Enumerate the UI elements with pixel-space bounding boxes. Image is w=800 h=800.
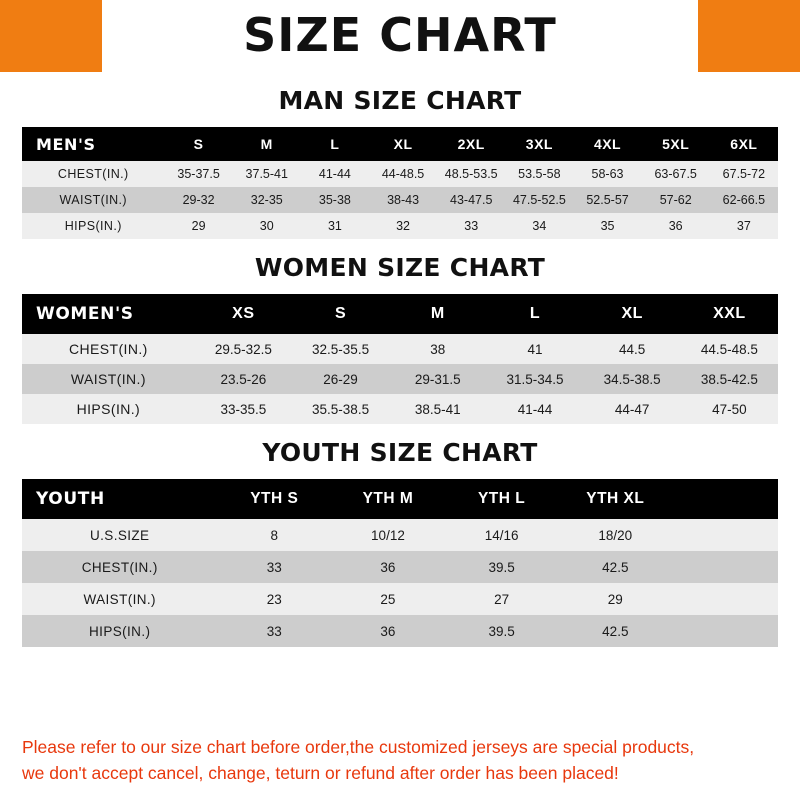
cell: 23.5-26 bbox=[195, 364, 292, 394]
table-man-size bbox=[22, 127, 778, 239]
header-banner bbox=[0, 0, 800, 72]
cell: 57-62 bbox=[642, 187, 710, 213]
cell: 39.5 bbox=[445, 551, 559, 583]
cell: 35-38 bbox=[301, 187, 369, 213]
table-row bbox=[22, 187, 778, 213]
table-row bbox=[22, 615, 778, 647]
row-label-us-size: U.S.SIZE bbox=[22, 519, 217, 551]
cell-spacer bbox=[672, 519, 778, 551]
cell: 38-43 bbox=[369, 187, 437, 213]
cell: 33-35.5 bbox=[195, 394, 292, 424]
header-cell-rowlabel: WOMEN'S bbox=[22, 294, 195, 334]
header-cell-l: L bbox=[301, 127, 369, 161]
cell: 44-48.5 bbox=[369, 161, 437, 187]
cell: 63-67.5 bbox=[642, 161, 710, 187]
cell: 58-63 bbox=[573, 161, 641, 187]
table-row bbox=[22, 583, 778, 615]
cell: 35-37.5 bbox=[165, 161, 233, 187]
cell: 26-29 bbox=[292, 364, 389, 394]
cell: 14/16 bbox=[445, 519, 559, 551]
table-row bbox=[22, 161, 778, 187]
table-header-row bbox=[22, 479, 778, 519]
cell: 34.5-38.5 bbox=[584, 364, 681, 394]
cell: 35.5-38.5 bbox=[292, 394, 389, 424]
header-cell-2xl: 2XL bbox=[437, 127, 505, 161]
header-cell-l: L bbox=[486, 294, 583, 334]
row-label-chest: CHEST(IN.) bbox=[22, 334, 195, 364]
header-cell-xs: XS bbox=[195, 294, 292, 334]
table-row bbox=[22, 519, 778, 551]
header-cell-m: M bbox=[389, 294, 486, 334]
cell: 36 bbox=[331, 615, 445, 647]
page-title: SIZE CHART bbox=[243, 8, 557, 62]
table-row bbox=[22, 551, 778, 583]
cell: 25 bbox=[331, 583, 445, 615]
section-women bbox=[22, 253, 778, 424]
row-label-chest: CHEST(IN.) bbox=[22, 551, 217, 583]
header-cell-yth-l: YTH L bbox=[445, 479, 559, 519]
cell: 27 bbox=[445, 583, 559, 615]
cell: 44.5 bbox=[584, 334, 681, 364]
table-row bbox=[22, 364, 778, 394]
cell: 53.5-58 bbox=[505, 161, 573, 187]
cell: 23 bbox=[217, 583, 331, 615]
cell: 34 bbox=[505, 213, 573, 239]
header-cell-6xl: 6XL bbox=[710, 127, 778, 161]
cell: 29 bbox=[558, 583, 672, 615]
footer-line-1: Please refer to our size chart before order,the customized jerseys are special products, bbox=[22, 737, 695, 758]
section-title-man: MAN SIZE CHART bbox=[278, 86, 522, 115]
header-cell-5xl: 5XL bbox=[642, 127, 710, 161]
cell: 29-32 bbox=[165, 187, 233, 213]
row-label-chest: CHEST(IN.) bbox=[22, 161, 165, 187]
cell: 35 bbox=[573, 213, 641, 239]
table-row bbox=[22, 394, 778, 424]
header-cell-3xl: 3XL bbox=[505, 127, 573, 161]
cell-spacer bbox=[672, 551, 778, 583]
cell: 41 bbox=[486, 334, 583, 364]
table-header-row bbox=[22, 127, 778, 161]
cell: 38.5-41 bbox=[389, 394, 486, 424]
header-cell-xl: XL bbox=[369, 127, 437, 161]
cell: 37.5-41 bbox=[233, 161, 301, 187]
cell: 31 bbox=[301, 213, 369, 239]
cell: 44-47 bbox=[584, 394, 681, 424]
cell: 30 bbox=[233, 213, 301, 239]
header-cell-xxl: XXL bbox=[681, 294, 778, 334]
table-row bbox=[22, 213, 778, 239]
section-man bbox=[22, 86, 778, 239]
cell: 52.5-57 bbox=[573, 187, 641, 213]
header-cell-xl: XL bbox=[584, 294, 681, 334]
cell-spacer bbox=[672, 583, 778, 615]
header-cell-yth-xl: YTH XL bbox=[558, 479, 672, 519]
row-label-hips: HIPS(IN.) bbox=[22, 213, 165, 239]
table-header-row bbox=[22, 294, 778, 334]
cell-spacer bbox=[672, 615, 778, 647]
cell: 10/12 bbox=[331, 519, 445, 551]
header-cell-yth-s: YTH S bbox=[217, 479, 331, 519]
cell: 48.5-53.5 bbox=[437, 161, 505, 187]
charts-container bbox=[0, 72, 800, 725]
cell: 32.5-35.5 bbox=[292, 334, 389, 364]
cell: 47-50 bbox=[681, 394, 778, 424]
cell: 29-31.5 bbox=[389, 364, 486, 394]
header-cell-yth-m: YTH M bbox=[331, 479, 445, 519]
table-women-size bbox=[22, 294, 778, 424]
cell: 44.5-48.5 bbox=[681, 334, 778, 364]
cell: 37 bbox=[710, 213, 778, 239]
row-label-waist: WAIST(IN.) bbox=[22, 187, 165, 213]
header-banner-inner bbox=[102, 0, 698, 72]
cell: 36 bbox=[642, 213, 710, 239]
cell: 62-66.5 bbox=[710, 187, 778, 213]
cell: 42.5 bbox=[558, 615, 672, 647]
footer-line-2: we don't accept cancel, change, teturn or refund after order has been placed! bbox=[22, 762, 619, 783]
section-title-youth: YOUTH SIZE CHART bbox=[262, 438, 538, 467]
header-cell-m: M bbox=[233, 127, 301, 161]
cell: 33 bbox=[437, 213, 505, 239]
footer-note bbox=[0, 725, 800, 800]
cell: 41-44 bbox=[486, 394, 583, 424]
cell: 32 bbox=[369, 213, 437, 239]
cell: 67.5-72 bbox=[710, 161, 778, 187]
section-youth bbox=[22, 438, 778, 647]
cell: 29.5-32.5 bbox=[195, 334, 292, 364]
cell: 38 bbox=[389, 334, 486, 364]
header-cell-rowlabel: MEN'S bbox=[22, 127, 165, 161]
header-cell-4xl: 4XL bbox=[573, 127, 641, 161]
header-cell-spacer bbox=[672, 479, 778, 519]
row-label-waist: WAIST(IN.) bbox=[22, 583, 217, 615]
header-cell-s: S bbox=[165, 127, 233, 161]
header-cell-rowlabel: YOUTH bbox=[22, 479, 217, 519]
cell: 47.5-52.5 bbox=[505, 187, 573, 213]
cell: 41-44 bbox=[301, 161, 369, 187]
cell: 36 bbox=[331, 551, 445, 583]
row-label-hips: HIPS(IN.) bbox=[22, 394, 195, 424]
cell: 43-47.5 bbox=[437, 187, 505, 213]
cell: 18/20 bbox=[558, 519, 672, 551]
cell: 32-35 bbox=[233, 187, 301, 213]
table-youth-size bbox=[22, 479, 778, 647]
cell: 39.5 bbox=[445, 615, 559, 647]
cell: 8 bbox=[217, 519, 331, 551]
table-row bbox=[22, 334, 778, 364]
cell: 33 bbox=[217, 615, 331, 647]
cell: 42.5 bbox=[558, 551, 672, 583]
cell: 31.5-34.5 bbox=[486, 364, 583, 394]
cell: 29 bbox=[165, 213, 233, 239]
row-label-waist: WAIST(IN.) bbox=[22, 364, 195, 394]
cell: 38.5-42.5 bbox=[681, 364, 778, 394]
row-label-hips: HIPS(IN.) bbox=[22, 615, 217, 647]
cell: 33 bbox=[217, 551, 331, 583]
section-title-women: WOMEN SIZE CHART bbox=[254, 253, 546, 282]
header-cell-s: S bbox=[292, 294, 389, 334]
